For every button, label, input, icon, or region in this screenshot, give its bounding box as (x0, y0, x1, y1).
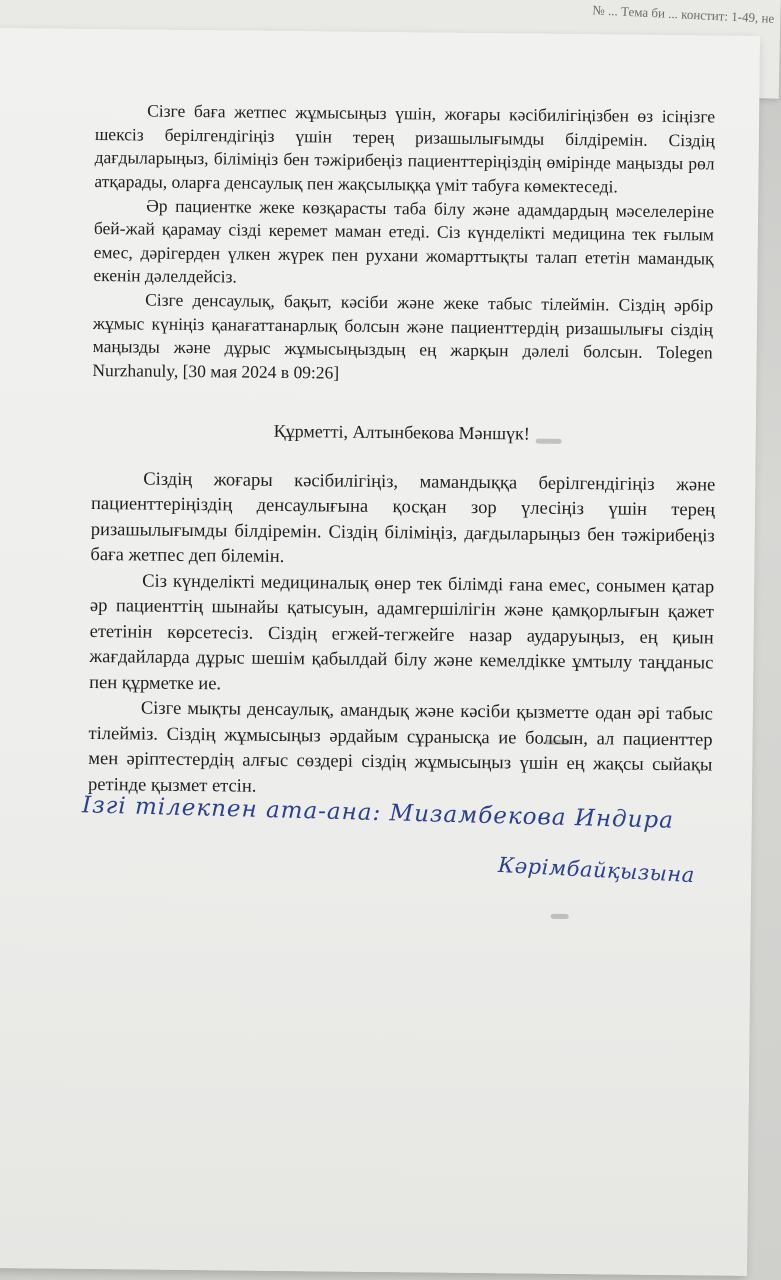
letter-bottom-section (88, 467, 715, 805)
letter-body (88, 99, 715, 805)
greeting-heading: Құрметті, Алтынбекова Мәншүк! (273, 420, 530, 444)
paragraph: Әр пациентке жеке көзқарасты таба білу және адамдардың мәселелеріне бей-жай қарамау сізді керемет маман етеді. Сіз күнделікті медицина тек ғылым емес, дәрігерден үлкен жүрек пен рухани жомарттықты талап ететін мамандық екенін дәлелдейсіз. (93, 195, 715, 287)
paragraph: Сізге денсаулық, бақыт, кәсіби және жеке табыс тілеймін. Сіздің әрбір жұмыс күніңіз қанағаттанарлық болсын және пациенттердің ризашылығы сіздің маңызды және дұрыс жұмысыңыздың ең жарқын дәлелі болсын. Tolegen Nurzhanuly, [30 мая 2024 в 09:26] (92, 289, 714, 383)
ink-smudge (545, 740, 571, 745)
paragraph: Сізге мықты денсаулық, амандық және кәсіби қызметте одан әрі табыс тілейміз. Сіздің жұмысыңыз әрдайым сұранысқа ие болсын, ал пациенттер мен әріптестердің алғыс сөздері сіздің жұмысыңыз үшін ең жақсы сыйақы ретінде қызмет етсін. (87, 698, 713, 797)
ink-smudge (551, 914, 569, 919)
paragraph: Сіздің жоғары кәсібилігіңіз, мамандыққа берілгендігіңіз және пациенттеріңіздің денсаулығына қосқан зор үлесіңіз үшін терең ризашылығымды білдіремін. Сіздің біліміңіз, дағдыларыңыз бен тәжірибеңіз баға жетпес деп білемін. (90, 469, 716, 568)
ink-smudge (536, 439, 562, 444)
background-sheet-header: № ... Тема би ... констит: 1-49, не (592, 2, 775, 26)
handwritten-signature-line-2: Кәрімбайқызына (497, 852, 696, 888)
letter-top-section (92, 99, 715, 389)
letter-page (0, 28, 760, 1276)
paragraph: Сізге баға жетпес жұмысыңыз үшін, жоғары кәсібилігіңізбен өз ісіңізге шексіз берілгендігіңіз үшін терең ризашылығымды білдіремін. Сіздің дағдыларыңыз, біліміңіз бен тәжірибеңіз пациенттеріңіздің өмірінде маңызды рөл атқарады, оларға денсаулық пен жақсылыққа үміт табуға көмектеседі. (94, 100, 716, 197)
handwritten-signature-line-1: Ізгі тілекпен ата-ана: Мизамбекова Индира (81, 792, 675, 834)
paragraph: Сіз күнделікті медициналық өнер тек білімді ғана емес, сонымен қатар әр пациенттің шынайы қатысуын, адамгершілігін және қамқорлығын қажет ететінін көрсетесіз. Сіздің егжей-тегжейге назар аударуыңыз, ең қиын жағдайларда дұрыс шешім қабылдай білу және кемелдікке ұмтылу таңданыс пен құрметке ие. (89, 571, 715, 695)
